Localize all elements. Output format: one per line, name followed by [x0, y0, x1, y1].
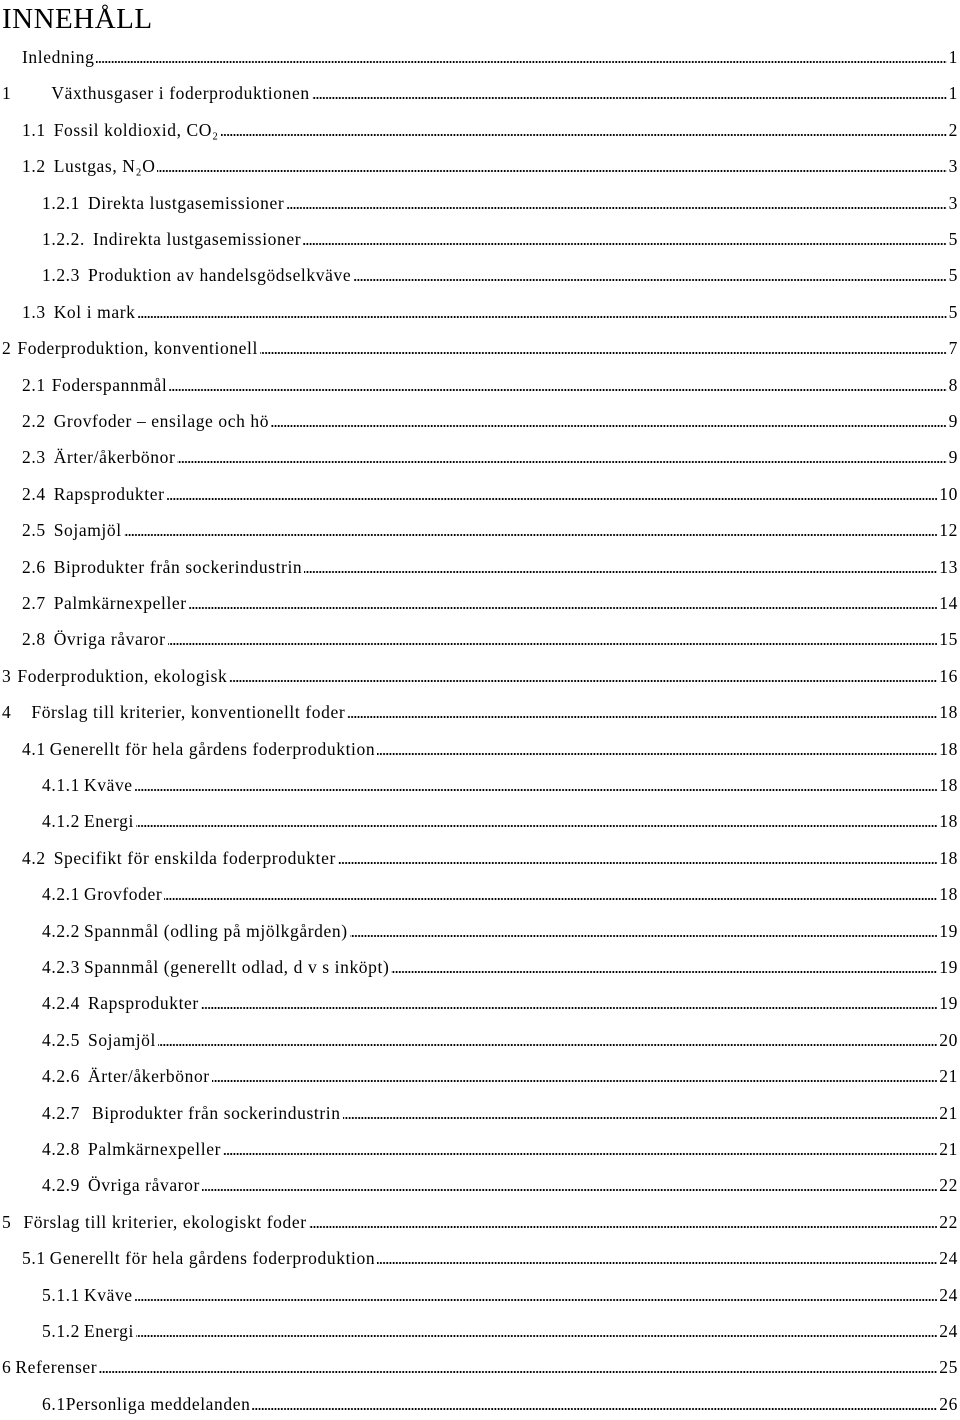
- toc-entry-number: 4.1: [22, 738, 46, 759]
- toc-entry[interactable]: [22, 548, 958, 578]
- toc-entry-title: Lustgas, N₂O: [53, 156, 156, 177]
- toc-entry-number: 4.2.3: [42, 957, 80, 977]
- dot-leader: [304, 570, 937, 574]
- toc-entry-title: Grovfoder: [84, 884, 163, 905]
- toc-entry-page-number: 3: [948, 156, 958, 177]
- toc-entry-page-number: 22: [939, 1211, 958, 1232]
- dot-leader: [343, 1116, 938, 1120]
- toc-entry-number: 2.3: [22, 447, 46, 468]
- toc-entry[interactable]: [22, 438, 958, 468]
- toc-entry-number: 2.6: [22, 556, 46, 577]
- toc-entry-number: 4.1.1: [42, 775, 80, 795]
- toc-entry-number: 3: [2, 665, 12, 686]
- toc-entry[interactable]: [42, 1021, 958, 1051]
- toc-entry-page-number: 24: [939, 1248, 958, 1269]
- toc-entry-title: Spannmål (odling på mjölkgården): [84, 920, 348, 941]
- dot-leader: [312, 96, 947, 100]
- toc-entry-title: Referenser: [15, 1357, 98, 1378]
- toc-entry-number: 2.2: [22, 411, 46, 431]
- toc-entry-title: Växthusgaser i foderproduktionen: [51, 83, 310, 104]
- dot-leader: [229, 679, 937, 683]
- dot-leader: [338, 861, 937, 865]
- toc-entry-title: Specifikt för enskilda foderprodukter: [53, 847, 336, 868]
- toc-entry-page-number: 18: [939, 847, 958, 868]
- toc-entry-page-number: 18: [939, 884, 958, 905]
- toc-entry-page-number: 19: [939, 920, 958, 941]
- dot-leader: [135, 1298, 938, 1302]
- toc-entry-number: 5: [2, 1211, 12, 1232]
- dot-leader: [138, 315, 947, 319]
- toc-entry-page-number: 21: [939, 1066, 958, 1087]
- toc-entry[interactable]: [42, 802, 958, 832]
- toc-entry[interactable]: [2, 1203, 958, 1233]
- toc-entry[interactable]: [22, 293, 958, 323]
- toc-entry-page-number: 9: [948, 447, 958, 468]
- toc-entry-title: Palmkärnexpeller: [88, 1139, 222, 1159]
- dot-leader: [252, 1407, 937, 1411]
- toc-entry-title: Kväve: [84, 1284, 133, 1305]
- toc-entry-page-number: 18: [939, 811, 958, 832]
- toc-entry-number: 4.1.2: [42, 811, 80, 832]
- dot-leader: [377, 1261, 937, 1265]
- toc-entry-number: 4.2.5: [42, 1029, 80, 1050]
- toc-entry-number: 2.4: [22, 483, 46, 504]
- dot-leader: [124, 533, 938, 537]
- toc-entry[interactable]: [22, 1239, 958, 1269]
- dot-leader: [347, 715, 937, 719]
- toc-entry-number: 2: [2, 338, 12, 359]
- dot-leader: [136, 824, 937, 828]
- toc-entry-number: 5.1.2: [42, 1321, 80, 1341]
- toc-entry-page-number: 21: [939, 1139, 958, 1159]
- dot-leader: [303, 242, 946, 246]
- toc-entry[interactable]: [22, 839, 958, 869]
- toc-entry-number: 6: [2, 1357, 12, 1378]
- toc-entry[interactable]: [42, 766, 958, 796]
- toc-entry-page-number: 9: [948, 411, 958, 431]
- toc-entry-number: 4.2: [22, 847, 46, 868]
- toc-entry[interactable]: [42, 1130, 958, 1160]
- dot-leader: [212, 1079, 938, 1083]
- toc-entry[interactable]: [42, 912, 958, 942]
- toc-entry-page-number: 8: [948, 374, 958, 395]
- toc-entry-page-number: 5: [948, 301, 958, 322]
- dot-leader: [350, 934, 938, 938]
- toc-entry-title: Spannmål (generellt odlad, d v s inköpt): [84, 957, 390, 977]
- toc-entry-title: Rapsprodukter: [53, 483, 165, 504]
- toc-entry[interactable]: [22, 38, 958, 68]
- toc-entry-title: Sojamjöl: [53, 520, 122, 541]
- toc-entry[interactable]: [42, 1166, 958, 1196]
- toc-entry-page-number: 19: [939, 957, 958, 977]
- toc-entry-page-number: 10: [939, 483, 958, 504]
- toc-entry-page-number: 2: [948, 119, 958, 140]
- toc-entry-number: 2.7: [22, 593, 46, 613]
- toc-entry[interactable]: [2, 74, 958, 104]
- toc-entry-number: 4: [2, 702, 12, 723]
- toc-entry[interactable]: [42, 184, 958, 214]
- dot-leader: [167, 497, 938, 501]
- toc-entry-number: 2.1: [22, 374, 46, 395]
- toc-entry-title: Foderproduktion, ekologisk: [17, 665, 228, 686]
- toc-entry-number: 4.2.6: [42, 1066, 80, 1087]
- toc-entry-number: 4.2.7: [42, 1102, 80, 1123]
- toc-entry-title: Sojamjöl: [88, 1029, 156, 1050]
- dot-leader: [353, 278, 946, 282]
- dot-leader: [202, 1188, 937, 1192]
- dot-leader: [135, 788, 938, 792]
- toc-entry-title: Indirekta lustgasemissioner: [92, 229, 302, 249]
- toc-entry[interactable]: [22, 366, 958, 396]
- dot-leader: [201, 1006, 937, 1010]
- toc-entry[interactable]: [2, 329, 958, 359]
- toc-entry-title: Produktion av handelsgödselkväve: [88, 265, 352, 286]
- toc-entry-number: 4.2.4: [42, 993, 80, 1014]
- toc-entry-page-number: 26: [939, 1393, 958, 1414]
- toc-entry[interactable]: [42, 220, 958, 250]
- toc-entry-page-number: 3: [948, 192, 958, 213]
- toc-entry-title: Biprodukter från sockerindustrin: [92, 1102, 341, 1123]
- toc-entry-number: 5.1: [22, 1248, 46, 1269]
- toc-entry-title: Förslag till kriterier, ekologiskt foder: [23, 1211, 307, 1232]
- toc-entry-page-number: 13: [939, 556, 958, 577]
- toc-entry-number: 5.1.1: [42, 1284, 80, 1305]
- toc-entry[interactable]: [42, 875, 958, 905]
- dot-leader: [177, 460, 946, 464]
- toc-entry[interactable]: [2, 693, 958, 723]
- toc-entry-page-number: 5: [948, 265, 958, 286]
- toc-entry[interactable]: [22, 584, 958, 614]
- toc-entry-title: Ärter/åkerbönor: [88, 1066, 210, 1087]
- toc-entry-page-number: 24: [939, 1321, 958, 1341]
- toc-entry[interactable]: [42, 1057, 958, 1087]
- toc-entry-number: 1: [2, 83, 12, 104]
- toc-entry-number: 4.2.9: [42, 1175, 80, 1196]
- dot-leader: [391, 970, 937, 974]
- dot-leader: [168, 642, 938, 646]
- dot-leader: [99, 1370, 937, 1374]
- toc-entry-title: Energi: [84, 811, 134, 832]
- dot-leader: [309, 1225, 938, 1229]
- toc-entry-title: Energi: [84, 1321, 134, 1341]
- toc-entry-number: 1.1: [22, 119, 46, 140]
- toc-entry-title: Kväve: [84, 775, 133, 795]
- toc-entry[interactable]: [22, 511, 958, 541]
- toc-entry-title: Foderproduktion, konventionell: [17, 338, 258, 359]
- dot-leader: [96, 60, 946, 64]
- toc-entry-number: 1.3: [22, 301, 46, 322]
- toc-entry[interactable]: [42, 948, 958, 978]
- toc-entry-page-number: 12: [939, 520, 958, 541]
- toc-entry-page-number: 25: [939, 1357, 958, 1378]
- toc-entry-page-number: 15: [939, 629, 958, 650]
- toc-entry[interactable]: [22, 402, 958, 432]
- toc-entry-page-number: 18: [939, 702, 958, 723]
- toc-entry-number: 1.2.3: [42, 265, 80, 286]
- toc-entry-title: Ärter/åkerbönor: [53, 447, 176, 468]
- toc-entry[interactable]: [42, 1276, 958, 1306]
- toc-entry[interactable]: [42, 1312, 958, 1342]
- toc-entry-number: 1.2.2.: [42, 229, 85, 249]
- toc-entry-title: Generellt för hela gårdens foderproduktion: [49, 1248, 376, 1269]
- toc-entry-number: 2.8: [22, 629, 46, 650]
- toc-entry-title: Rapsprodukter: [88, 993, 199, 1014]
- toc-entry-title: Direkta lustgasemissioner: [88, 192, 285, 213]
- toc-entry-number: 4.2.1: [42, 884, 80, 905]
- toc-entry-title: Generellt för hela gårdens foderproduktion: [49, 738, 376, 759]
- toc-entry-title: Palmkärnexpeller: [53, 593, 187, 613]
- toc-entry-number: 1.2: [22, 156, 46, 177]
- dot-leader: [157, 169, 946, 173]
- toc-entry-title: Grovfoder – ensilage och hö: [53, 411, 270, 431]
- dot-leader: [189, 606, 938, 610]
- toc-entry-page-number: 18: [939, 775, 958, 795]
- toc-entry-page-number: 16: [939, 665, 958, 686]
- toc-entry-page-number: 20: [939, 1029, 958, 1050]
- toc-entry-title: Foderspannmål: [51, 374, 168, 395]
- toc-entry-title: Kol i mark: [53, 301, 136, 322]
- toc-entry[interactable]: [22, 730, 958, 760]
- toc-entry[interactable]: [42, 1094, 958, 1124]
- toc-entry-title: Förslag till kriterier, konventionellt foder: [31, 702, 346, 723]
- dot-leader: [260, 351, 947, 355]
- toc-entry-number: 6.1: [42, 1393, 66, 1414]
- toc-entry[interactable]: [22, 147, 958, 177]
- toc-entry-page-number: 24: [939, 1284, 958, 1305]
- toc-entry[interactable]: [22, 475, 958, 505]
- toc-entry-title: Inledning: [22, 47, 95, 67]
- toc-entry-title: Övriga råvaror: [53, 629, 166, 650]
- toc-entry-page-number: 22: [939, 1175, 958, 1196]
- toc-entry[interactable]: [42, 256, 958, 286]
- toc-entry-page-number: 18: [939, 738, 958, 759]
- toc-entry-page-number: 14: [939, 593, 958, 613]
- toc-entry-title: Biprodukter från sockerindustrin: [53, 556, 303, 577]
- dot-leader: [377, 752, 937, 756]
- toc-entry-number: 1.2.1: [42, 192, 80, 213]
- toc-entry-title: Övriga råvaror: [88, 1175, 200, 1196]
- toc-entry-page-number: 21: [939, 1102, 958, 1123]
- toc-entry-number: 4.2.2: [42, 920, 80, 941]
- dot-leader: [136, 1334, 937, 1338]
- toc-entry[interactable]: [42, 1385, 958, 1415]
- toc-entry[interactable]: [22, 620, 958, 650]
- toc-entry-page-number: 1: [948, 83, 958, 104]
- toc-entry-page-number: 7: [948, 338, 958, 359]
- dot-leader: [286, 206, 946, 210]
- toc-heading: INNEHÅLL: [2, 3, 153, 35]
- dot-leader: [158, 1043, 937, 1047]
- dot-leader: [223, 1152, 937, 1156]
- toc-entry-title: Fossil koldioxid, CO₂: [53, 119, 219, 140]
- dot-leader: [271, 424, 947, 428]
- toc-entry-page-number: 5: [948, 229, 958, 249]
- toc-entry-number: 2.5: [22, 520, 46, 541]
- dot-leader: [169, 388, 946, 392]
- toc-entry-page-number: 19: [939, 993, 958, 1014]
- toc-entry[interactable]: [2, 657, 958, 687]
- dot-leader: [164, 897, 937, 901]
- toc-entry-title: Personliga meddelanden: [65, 1393, 251, 1414]
- toc-entry[interactable]: [22, 111, 958, 141]
- toc-entry-page-number: 1: [948, 47, 958, 67]
- toc-entry[interactable]: [2, 1348, 958, 1378]
- toc-entry-number: 4.2.8: [42, 1139, 80, 1159]
- toc-entry[interactable]: [42, 984, 958, 1014]
- dot-leader: [221, 133, 947, 137]
